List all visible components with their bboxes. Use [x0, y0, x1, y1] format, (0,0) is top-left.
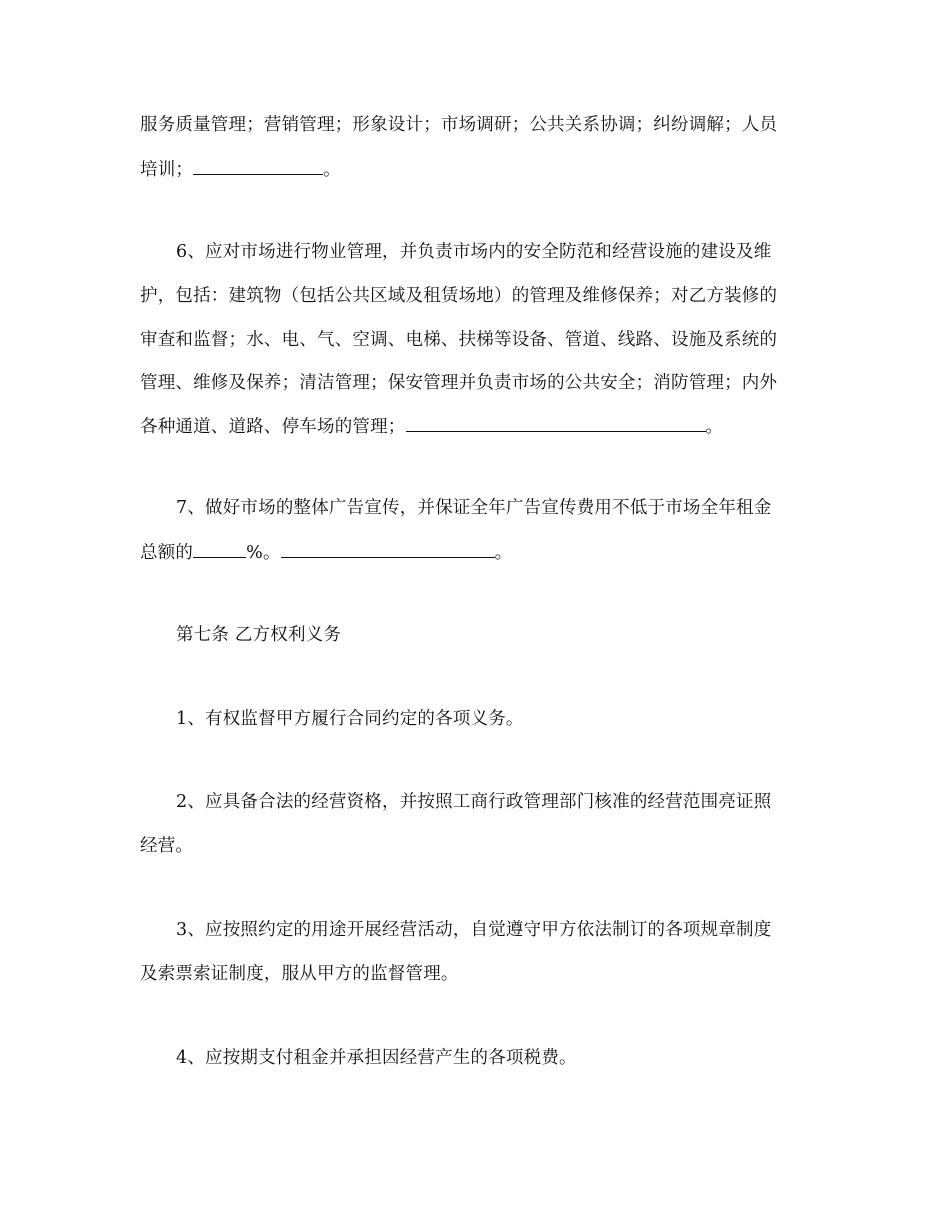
paragraph-text: 各种通道、道路、停车场的管理；: [140, 417, 406, 437]
paragraph-line: 2、应具备合法的经营资格，并按照工商行政管理部门核准的经营范围亮证照: [176, 792, 772, 812]
paragraph-line: 1、有权监督甲方履行合同约定的各项义务。: [176, 709, 524, 729]
paragraph-line: 7、做好市场的整体广告宣传，并保证全年广告宣传费用不低于市场全年租金: [176, 498, 772, 518]
fill-in-blank[interactable]: [406, 414, 706, 432]
paragraph-text: 总额的: [140, 543, 194, 563]
paragraph-line: 经营。: [140, 836, 194, 856]
paragraph-text: 培训；: [140, 160, 194, 180]
fill-in-blank[interactable]: [193, 157, 323, 175]
fill-in-blank[interactable]: [281, 540, 495, 558]
paragraph-text: 。: [494, 543, 513, 563]
paragraph-text: %。: [246, 543, 281, 563]
paragraph-line: [140, 540, 820, 565]
paragraph-text: 。: [323, 160, 341, 180]
paragraph-line: 审查和监督；水、电、气、空调、电梯、扶梯等设备、管道、线路、设施及系统的: [140, 330, 778, 350]
paragraph-line: 护，包括：建筑物（包括公共区域及租赁场地）的管理及维修保养；对乙方装修的: [140, 286, 778, 306]
paragraph-text: 。: [705, 417, 724, 437]
paragraph-line: 及索票索证制度，服从甲方的监督管理。: [140, 964, 459, 984]
paragraph-line: [140, 157, 820, 182]
paragraph-line: 4、应按期支付租金并承担因经营产生的各项税费。: [176, 1048, 577, 1068]
paragraph-line: [140, 414, 820, 439]
article-heading: 第七条 乙方权利义务: [176, 625, 342, 645]
paragraph-line: 服务质量管理；营销管理；形象设计；市场调研；公共关系协调；纠纷调解；人员: [140, 115, 778, 135]
paragraph-line: 6、应对市场进行物业管理，并负责市场内的安全防范和经营设施的建设及维: [176, 242, 772, 262]
percent-blank[interactable]: [193, 540, 246, 558]
paragraph-line: 3、应按照约定的用途开展经营活动，自觉遵守甲方依法制订的各项规章制度: [176, 920, 772, 940]
paragraph-line: 管理、维修及保养；清洁管理；保安管理并负责市场的公共安全；消防管理；内外: [140, 373, 778, 393]
